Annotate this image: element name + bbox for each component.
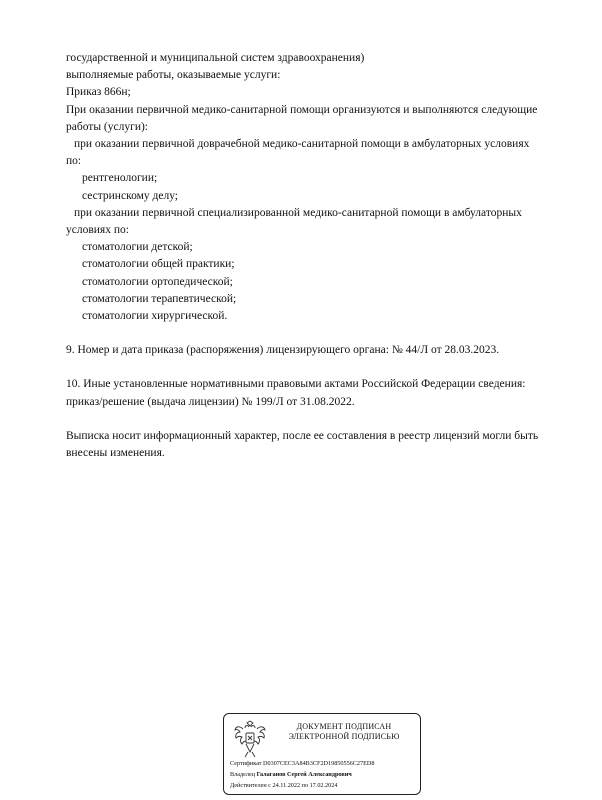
doc-line: стоматологии общей практики; [82,258,235,271]
note-line-1: Выписка носит информационный характер, после ее составления в реестр лицензий могли быть [66,429,539,442]
certificate-value: D0307CEC3A84B3CF2D19850556C27ED8 [263,760,375,767]
document-body [66,50,576,462]
stamp-title [274,722,414,742]
item-9: 9. Номер и дата приказа (распоряжения) лицензирующего органа: № 44/Л от 28.03.2023. [66,344,500,357]
russian-coat-of-arms-icon [232,720,268,760]
doc-line: стоматологии детской; [82,241,193,254]
doc-line: сестринскому делу; [82,189,178,202]
doc-line: по: [66,155,82,168]
item-10-line-2: приказ/решение (выдача лицензии) № 199/Л от 31.08.2022. [66,395,355,408]
owner-row [230,771,352,779]
owner-value: Галаганов Сергей Александрович [256,771,352,778]
doc-line: условиях по: [66,224,129,237]
owner-label: Владелец [230,771,256,778]
certificate-row [230,760,374,768]
stamp-title-line-2: ЭЛЕКТРОННОЙ ПОДПИСЬЮ [288,732,400,741]
validity-row [230,782,337,790]
doc-line: стоматологии хирургической. [82,310,228,323]
certificate-label: Сертификат [230,760,262,767]
doc-line: стоматологии терапевтической; [82,292,237,305]
doc-line: При оказании первичной медико-санитарной помощи организуются и выполняются следующие [66,103,538,116]
doc-line: государственной и муниципальной систем здравоохранения) [66,52,365,64]
doc-line: рентгенологии; [82,172,158,185]
doc-line: выполняемые работы, оказываемые услуги: [66,69,281,82]
doc-line: стоматологии ортопедической; [82,275,233,288]
doc-line: при оказании первичной специализированной медико-санитарной помощи в амбулаторных [74,206,522,219]
item-10-line-1: 10. Иные установленные нормативными правовыми актами Российской Федерации сведения: [66,378,526,391]
electronic-signature-stamp [223,713,421,795]
doc-line: Приказ 866н; [66,86,131,99]
doc-line: при оказании первичной доврачебной медико-санитарной помощи в амбулаторных условиях [74,138,530,151]
stamp-title-line-1: ДОКУМЕНТ ПОДПИСАН [296,722,392,731]
validity-text: Действителен с 24.11.2022 по 17.02.2024 [230,782,338,789]
doc-line: работы (услуги): [66,120,148,133]
note-line-2: внесены изменения. [66,447,165,460]
